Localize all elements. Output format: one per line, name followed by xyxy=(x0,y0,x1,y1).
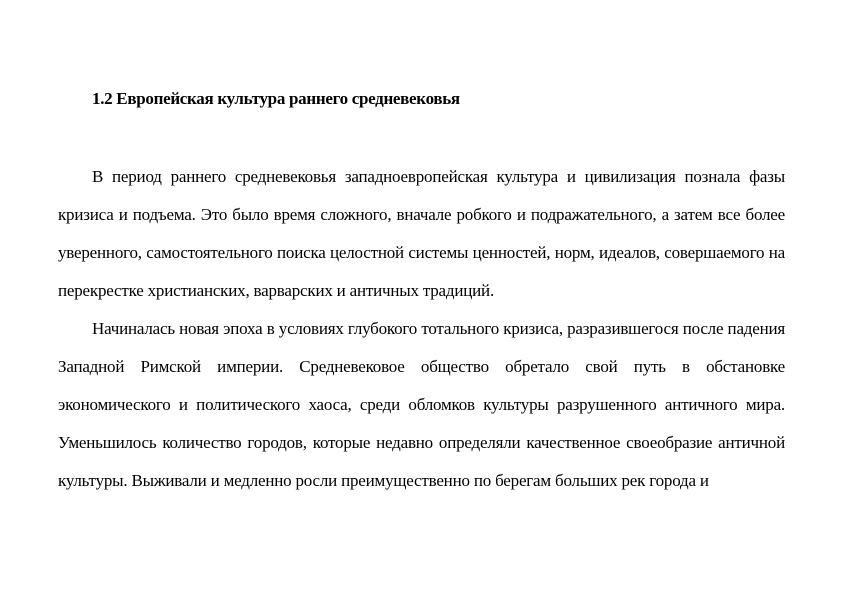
paragraph-2: Начиналась новая эпоха в условиях глубокого тотального кризиса, разразившегося после падения Западной Римской империи. Средневековое общество обретало свой путь в обстановке экономического и политического хаоса, среди обломков культуры разрушенного античного мира. Уменьшилось количество городов, которые недавно определяли качественное своеобразие античной культуры. Выживали и медленно росли преимущественно по берегам больших рек города и xyxy=(58,319,785,490)
section-heading: 1.2 Европейская культура раннего средневековья xyxy=(92,89,460,108)
paragraph-1: В период раннего средневековья западноевропейская культура и цивилизация познала фазы кризиса и подъема. Это было время сложного, вначале робкого и подражательного, а затем все более уверенного, самостоятельного поиска целостной системы ценностей, норм, идеалов, совершаемого на перекрестке христианских, варварских и античных традиций. xyxy=(58,167,785,300)
body-text xyxy=(58,158,785,500)
